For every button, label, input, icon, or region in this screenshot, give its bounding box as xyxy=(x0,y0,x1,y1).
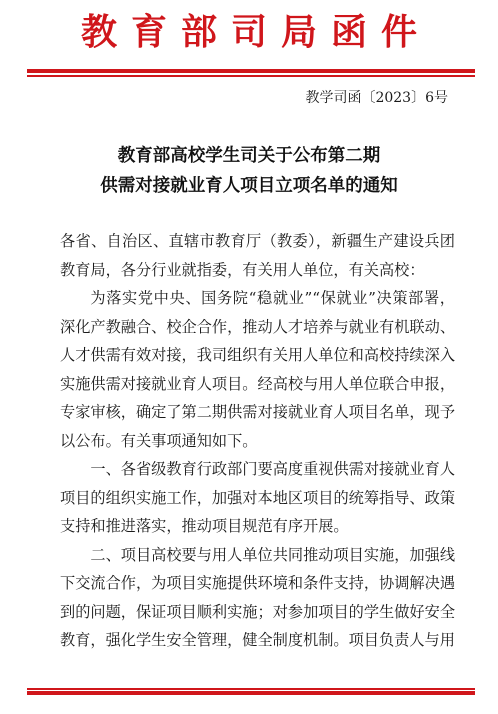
masthead-rule-thin xyxy=(27,75,475,77)
masthead-title: 教育部司局函件 xyxy=(80,11,431,53)
document-body xyxy=(60,227,455,655)
document-number: 教学司函〔2023〕6号 xyxy=(305,90,448,106)
footer-rule-thick xyxy=(27,691,475,695)
document-title-line-1: 教育部高校学生司关于公布第二期 xyxy=(117,146,381,166)
document-title-line-2: 供需对接就业育人项目立项名单的通知 xyxy=(100,176,398,196)
paragraph-item-1: 一、各省级教育行政部门要高度重视供需对接就业育人项目的组织实施工作，加强对本地区项目的统筹指导、政策支持和推进落实，推动项目规范有序开展。 xyxy=(60,460,455,535)
paragraph-intro: 为落实党中央、国务院“稳就业”“保就业”决策部署，深化产教融合、校企合作，推动人才培养与就业有机联动、人才供需有效对接，我司组织有关用人单位和高校持续深入实施供需对接就业育人项目。经高校与用人单位联合申报，专家审核，确定了第二期供需对接就业育人项目名单，现予以公布。有关事项通知如下。 xyxy=(60,289,455,450)
paragraph-item-2: 二、项目高校要与用人单位共同推动项目实施，加强线下交流合作，为项目实施提供环境和条件支持，协调解决遇到的问题，保证项目顺利实施；对参加项目的学生做好安全教育，强化学生安全管理，健全制度机制。项目负责人与用 xyxy=(60,545,455,649)
footer-rule-thin xyxy=(27,688,475,690)
masthead-rule-thick xyxy=(27,69,475,73)
salutation: 各省、自治区、直辖市教育厅（教委），新疆生产建设兵团教育局，各分行业就指委，有关用人单位，有关高校： xyxy=(60,232,455,279)
